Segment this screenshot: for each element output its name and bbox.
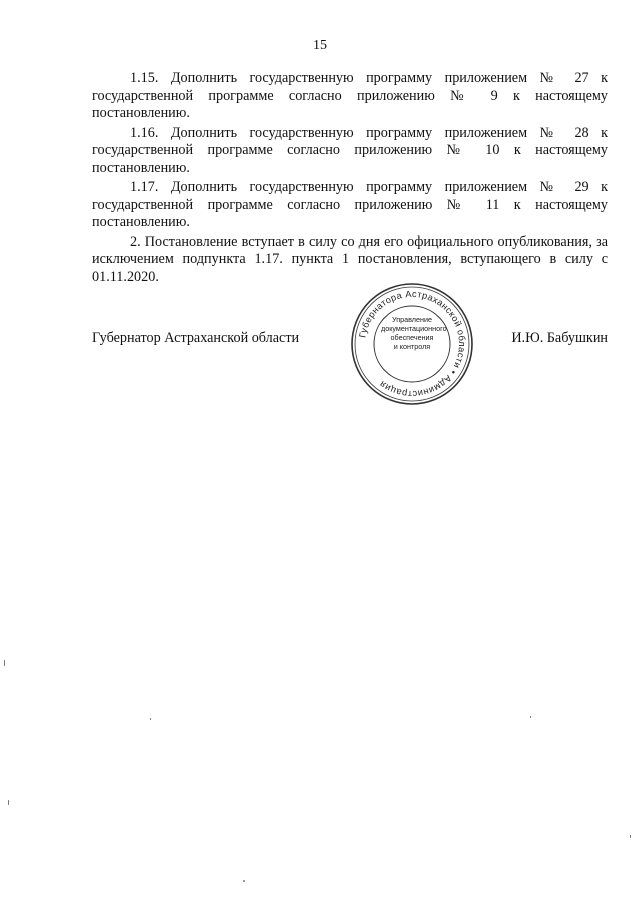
stamp-line: обеспечения [390, 333, 434, 342]
stamp-ring-text: Губернатора Астраханской области • Администрация [357, 288, 468, 400]
scan-speck [630, 835, 631, 838]
scan-speck [8, 800, 9, 805]
official-stamp [350, 282, 474, 406]
paragraph-2: 2. Постановление вступает в силу со дня его официального опубликования, за исключением подпункта 1.17. пункта 1 постановления, вступающего в силу с 01.11.2020. [92, 233, 608, 285]
document-body [92, 70, 608, 288]
stamp-line: и контроля [393, 342, 431, 351]
paragraph-1-15: 1.15. Дополнить государственную программу приложением № 27 к государственной программе согласно приложению № 9 к настоящему постановлению. [92, 70, 608, 121]
stamp-line: Управление [392, 315, 432, 324]
stamp-line: документационного [381, 324, 447, 333]
paragraph-1-17: 1.17. Дополнить государственную программу приложением № 29 к государственной программе согласно приложению № 11 к настоящему постановлению. [92, 179, 608, 230]
page-number: 15 [313, 38, 327, 53]
stamp-center-text [381, 315, 447, 351]
scan-speck [4, 660, 5, 666]
scan-speck [150, 718, 151, 720]
signatory-title: Губернатор Астраханской области [92, 330, 300, 346]
paragraph-1-16: 1.16. Дополнить государственную программу приложением № 28 к государственной программе согласно приложению № 10 к настоящему постановлению. [92, 124, 608, 176]
signatory-name: И.Ю. Бабушкин [511, 330, 608, 346]
scan-speck [530, 716, 531, 718]
scan-speck [243, 880, 245, 882]
